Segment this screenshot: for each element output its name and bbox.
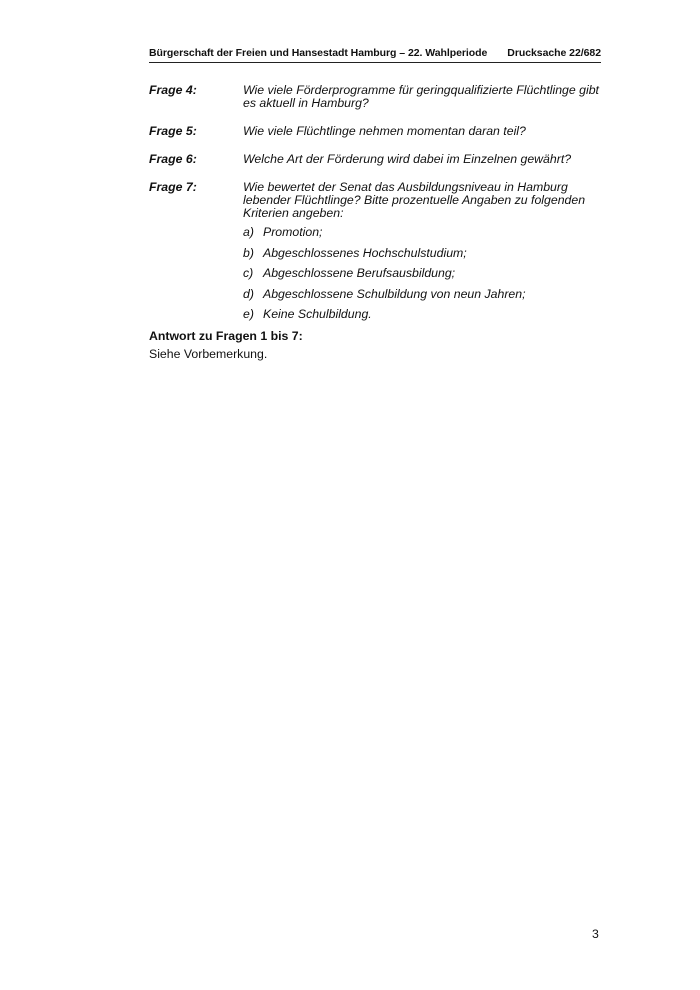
- question-text: Welche Art der Förderung wird dabei im Einzelnen gewährt?: [243, 152, 572, 166]
- list-item-text: Promotion;: [263, 225, 323, 239]
- question-text: Wie bewertet der Senat das Ausbildungsniveau in Hamburg lebender Flüchtlinge? Bitte prozentuelle Angaben zu folgenden Kriterien angeben:: [243, 180, 586, 220]
- answer-heading: Antwort zu Fragen 1 bis 7:: [149, 329, 303, 343]
- list-item-text: Abgeschlossene Berufsausbildung;: [263, 266, 456, 280]
- list-item-letter: a): [243, 225, 254, 239]
- list-item-letter: e): [243, 307, 254, 321]
- page-number: 3: [592, 927, 599, 941]
- document-number: Drucksache 22/682: [507, 47, 601, 59]
- question-label: Frage 7:: [149, 180, 197, 194]
- question-label: Frage 6:: [149, 152, 197, 166]
- list-item-text: Keine Schulbildung.: [263, 307, 372, 321]
- header-title: Bürgerschaft der Freien und Hansestadt Hamburg – 22. Wahlperiode: [149, 47, 488, 59]
- list-item-letter: d): [243, 287, 254, 301]
- answer-text: Siehe Vorbemerkung.: [149, 347, 268, 361]
- question-text: Wie viele Förderprogramme für geringqualifizierte Flüchtlinge gibt es aktuell in Hamburg?: [243, 83, 599, 110]
- page-header: [149, 46, 601, 63]
- list-item-letter: c): [243, 266, 254, 280]
- list-item-letter: b): [243, 246, 254, 260]
- question-label: Frage 5:: [149, 124, 197, 138]
- question-label: Frage 4:: [149, 83, 197, 97]
- list-item-text: Abgeschlossene Schulbildung von neun Jahren;: [263, 287, 526, 301]
- list-item-text: Abgeschlossenes Hochschulstudium;: [263, 246, 467, 260]
- question-text: Wie viele Flüchtlinge nehmen momentan daran teil?: [243, 124, 526, 138]
